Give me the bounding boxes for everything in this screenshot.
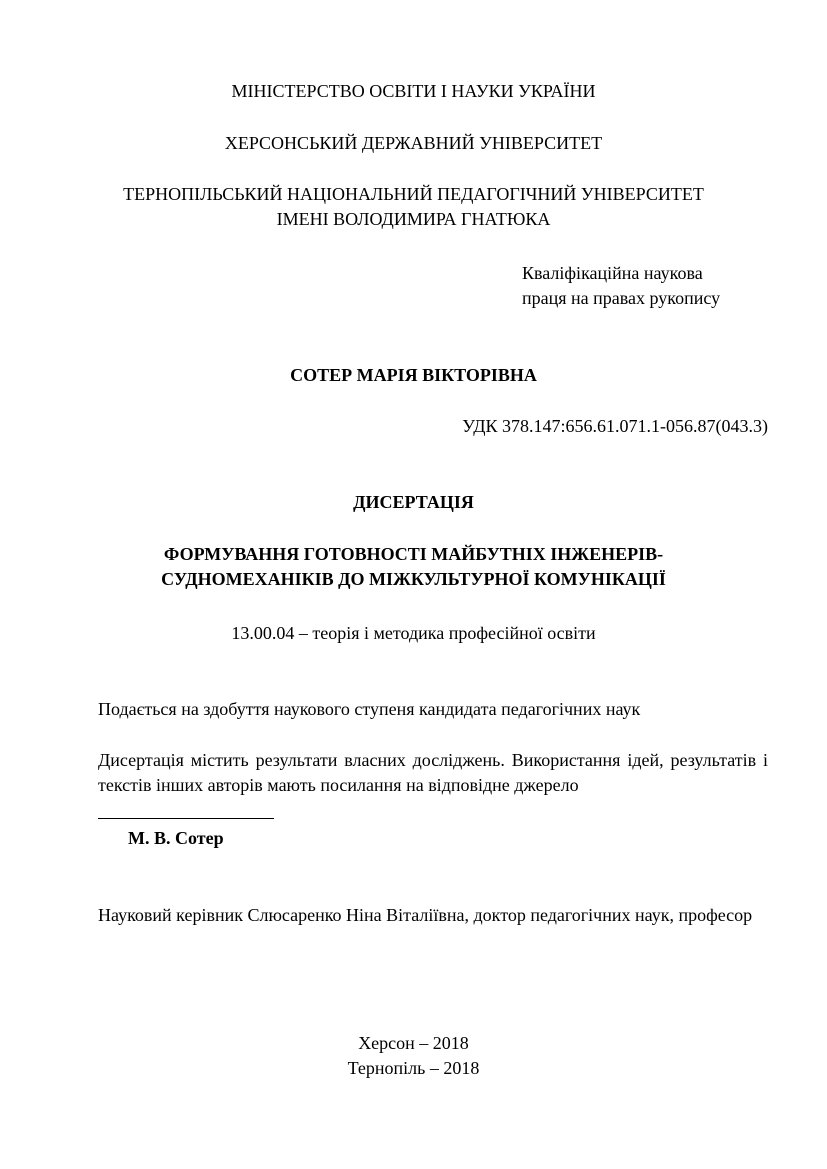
submission-statement: Подається на здобуття наукового ступеня кандидата педагогічних наук — [98, 699, 641, 719]
university-kherson-heading: ХЕРСОНСЬКИЙ ДЕРЖАВНИЙ УНІВЕРСИТЕТ — [224, 133, 603, 153]
manuscript-note-line1: Кваліфікаційна наукова — [522, 263, 703, 283]
author-name: СОТЕР МАРІЯ ВІКТОРІВНА — [290, 365, 537, 385]
ministry-heading: МІНІСТЕРСТВО ОСВІТИ І НАУКИ УКРАЇНИ — [231, 81, 596, 101]
manuscript-note-line2: праця на правах рукопису — [522, 288, 721, 308]
signature-name: М. В. Сотер — [128, 828, 224, 848]
footer-city-kherson: Херсон – 2018 — [358, 1033, 469, 1053]
supervisor-statement: Науковий керівник Слюсаренко Ніна Віталіївна, доктор педагогічних наук, професор — [98, 905, 753, 925]
udc-code: УДК 378.147:656.61.071.1-056.87(043.3) — [462, 416, 768, 436]
university-ternopil-heading-line2: ІМЕНІ ВОЛОДИМИРА ГНАТЮКА — [276, 209, 551, 229]
originality-statement: Дисертація містить результати власних досліджень. Використання ідей, результатів і текстів інших авторів мають посилання на відповідне джерело — [98, 750, 768, 795]
dissertation-title-line1: ФОРМУВАННЯ ГОТОВНОСТІ МАЙБУТНІХ ІНЖЕНЕРІВ- — [163, 544, 664, 564]
university-ternopil-heading-line1: ТЕРНОПІЛЬСЬКИЙ НАЦІОНАЛЬНИЙ ПЕДАГОГІЧНИЙ УНІВЕРСИТЕТ — [123, 184, 704, 204]
dissertation-title-line2: СУДНОМЕХАНІКІВ ДО МІЖКУЛЬТУРНОЇ КОМУНІКАЦІЇ — [161, 569, 666, 589]
document-type: ДИСЕРТАЦІЯ — [353, 492, 474, 512]
signature-line — [98, 818, 274, 819]
footer-city-ternopil: Тернопіль – 2018 — [347, 1058, 480, 1078]
specialty-code: 13.00.04 – теорія і методика професійної освіти — [231, 623, 596, 643]
